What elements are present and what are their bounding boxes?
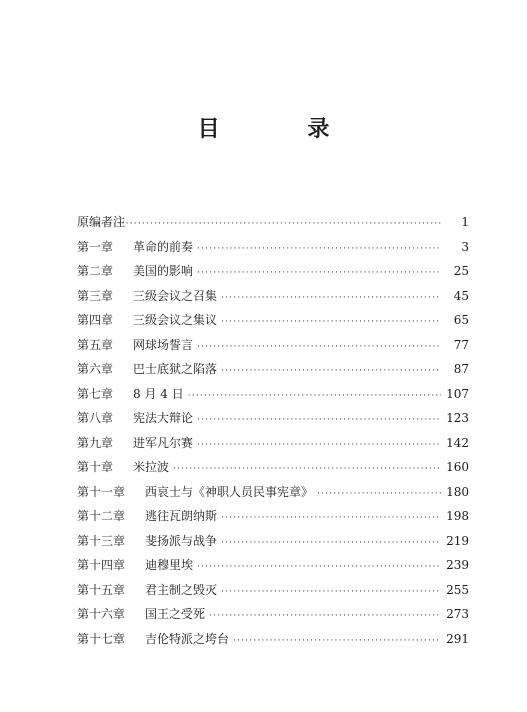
dot-leader — [197, 335, 441, 360]
toc-entry-title: 米拉波 — [133, 460, 170, 474]
toc-page-number: 239 — [446, 558, 469, 572]
toc-entry-title: 迪穆里埃 — [145, 558, 194, 572]
toc-entry-chapter-11[interactable] — [77, 480, 469, 505]
toc-page-number: 273 — [446, 607, 469, 621]
toc-entry-title: 斐扬派与战争 — [145, 533, 218, 548]
toc-chapter-label: 第二章 — [77, 264, 114, 278]
toc-entry-chapter-5[interactable] — [77, 333, 469, 358]
toc-entry-chapter-16[interactable] — [77, 602, 469, 627]
toc-entry-title: 君主制之毁灭 — [145, 582, 218, 597]
toc-entry-notes[interactable]: 原编者注 ····· 1 — [77, 210, 469, 235]
toc-entry-title: 8 月 4 日 — [133, 386, 184, 401]
dot-leader — [233, 629, 441, 654]
toc-entry-chapter-3[interactable] — [77, 284, 469, 309]
dot-leader — [197, 555, 441, 580]
toc-entry-title: 逃往瓦朗纳斯 — [145, 509, 218, 523]
dot-leader — [197, 261, 441, 286]
toc-entry-chapter-2[interactable] — [77, 259, 469, 284]
toc-page-number: 291 — [446, 631, 469, 646]
toc-entry-title: 革命的前奏 — [133, 239, 194, 254]
toc-page-number: 142 — [446, 435, 469, 450]
toc-page-number: 255 — [446, 582, 469, 597]
toc-entry-title: 宪法大辩论 — [133, 411, 194, 425]
dot-leader — [81, 212, 441, 237]
dot-leader — [221, 506, 441, 531]
toc-entry-chapter-14[interactable] — [77, 553, 469, 578]
toc-entry-chapter-17[interactable] — [77, 627, 469, 652]
dot-leader — [221, 580, 441, 605]
toc-chapter-label: 第七章 — [77, 386, 114, 401]
toc-page-number: 65 — [453, 313, 469, 327]
toc-chapter-label: 第四章 — [77, 313, 114, 327]
toc-page-number: 160 — [446, 460, 469, 474]
toc-entry-chapter-10[interactable] — [77, 455, 469, 480]
toc-entry-chapter-12[interactable] — [77, 504, 469, 529]
toc-entry-title: 西哀士与《神职人员民事宪章》 — [145, 484, 314, 499]
toc-page-number: 25 — [453, 264, 469, 278]
toc-entry-title: 国王之受死 — [145, 607, 206, 621]
toc-page-number: 1 — [461, 215, 469, 229]
toc-entry-chapter-13[interactable] — [77, 529, 469, 554]
toc-chapter-label: 第十章 — [77, 460, 114, 474]
toc-page-number: 87 — [453, 362, 469, 376]
toc-entry-title: 巴士底狱之陷落 — [133, 362, 218, 376]
toc-page-number: 3 — [461, 239, 469, 254]
dot-leader — [221, 286, 441, 311]
toc-entry-chapter-8[interactable] — [77, 406, 469, 431]
dot-leader — [197, 408, 441, 433]
dot-leader — [221, 359, 441, 384]
toc-page-number: 180 — [446, 484, 469, 499]
dot-leader — [221, 531, 441, 556]
page-title: 目 录 — [197, 117, 370, 142]
toc-page-number: 107 — [446, 386, 469, 401]
toc-entry-chapter-1[interactable] — [77, 235, 469, 260]
toc-page-number: 77 — [453, 337, 469, 352]
toc-chapter-label: 第十一章 — [77, 484, 126, 499]
toc-entry-title: 网球场誓言 — [133, 337, 194, 352]
toc-chapter-label: 第五章 — [77, 337, 114, 352]
toc-chapter-label: 第十二章 — [77, 509, 126, 523]
toc-entry-chapter-4[interactable] — [77, 308, 469, 333]
dot-leader — [197, 237, 441, 262]
toc-entry-title: 吉伦特派之垮台 — [145, 631, 230, 646]
dot-leader — [221, 310, 441, 335]
toc-chapter-label: 第十七章 — [77, 631, 126, 646]
table-of-contents — [77, 210, 469, 651]
toc-entry-title: 三级会议之集议 — [133, 313, 218, 327]
toc-entry-title: 美国的影响 — [133, 264, 194, 278]
toc-chapter-label: 第六章 — [77, 362, 114, 376]
toc-entry-chapter-6[interactable] — [77, 357, 469, 382]
toc-chapter-label: 第十四章 — [77, 558, 126, 572]
dot-leader — [317, 482, 441, 507]
toc-entry-chapter-9[interactable] — [77, 431, 469, 456]
dot-leader — [197, 433, 441, 458]
toc-entry-title: 三级会议之召集 — [133, 288, 218, 303]
toc-chapter-label: 第三章 — [77, 288, 114, 303]
toc-page-number: 219 — [446, 533, 469, 548]
toc-chapter-label: 第八章 — [77, 411, 114, 425]
toc-page-number: 45 — [453, 288, 469, 303]
toc-chapter-label: 第一章 — [77, 239, 114, 254]
toc-page-number: 198 — [446, 509, 469, 523]
toc-entry-chapter-15[interactable] — [77, 578, 469, 603]
dot-leader — [188, 384, 441, 409]
toc-chapter-label: 第十六章 — [77, 607, 126, 621]
toc-chapter-label: 第十三章 — [77, 533, 126, 548]
dot-leader — [173, 457, 441, 482]
toc-chapter-label: 第十五章 — [77, 582, 126, 597]
toc-entry-chapter-7[interactable] — [77, 382, 469, 407]
dot-leader — [209, 604, 441, 629]
toc-chapter-label: 第九章 — [77, 435, 114, 450]
toc-entry-title: 进军凡尔赛 — [133, 435, 194, 450]
toc-page-number: 123 — [446, 411, 469, 425]
